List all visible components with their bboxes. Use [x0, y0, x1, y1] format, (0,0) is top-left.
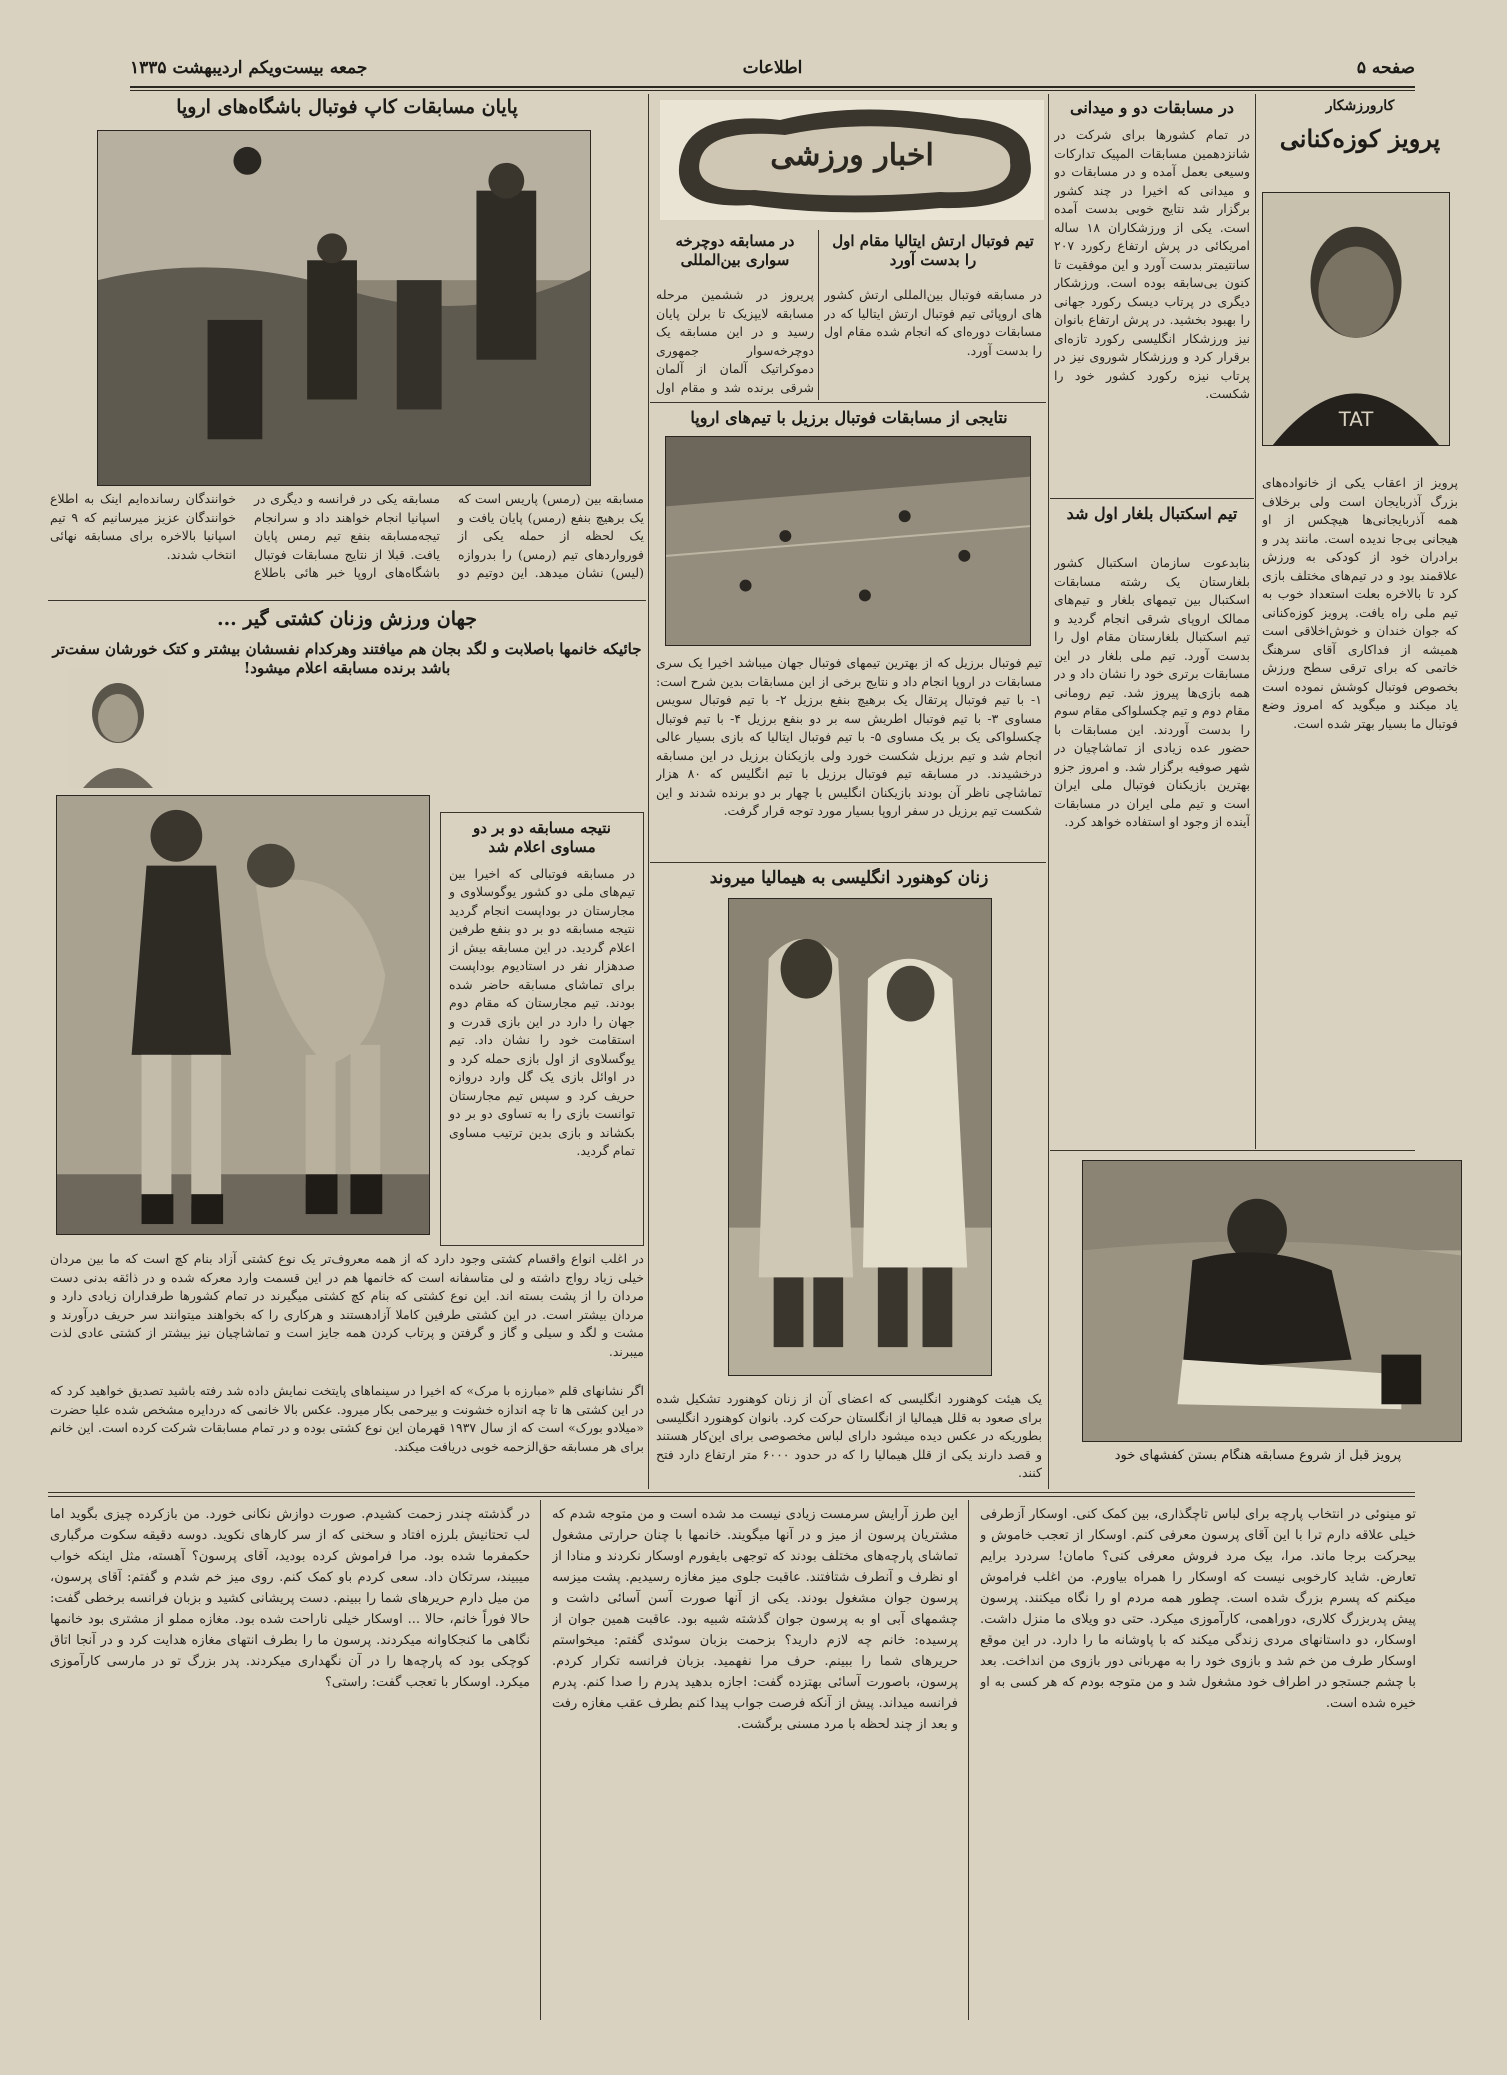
section-rule — [48, 600, 646, 601]
player-tying-shoes-photo — [1082, 1160, 1462, 1442]
header-rule-thin — [130, 90, 1415, 91]
section-rule — [48, 1496, 1415, 1497]
player-portrait-photo — [1262, 192, 1450, 446]
result-headline: نتیجه مسابقه دو بر دو مساوی اعلام شد — [473, 819, 611, 856]
wrestling-caption: اگر نشانهای قلم «مبارزه با مرک» که اخیرا در سینماهای پایتخت نمایش داده شد رفته باشید تصدیق خواهید کرد که در این کشتی ها تا چه اندازه خشونت و بیرحمی بکار میرود. عکس بالا خانمی که دردایره مشخص شده علیا حضرت «میلادو بورک» است که از سال ۱۹۳۷ قهرمان این نوع کشتی بوده و در تمام مسابقات شرکت کرده است. این خانم برای هر مسابقه حق‌الزحمه خوبی دریافت میکند. — [50, 1383, 644, 1454]
wrestling-headline: جهان ورزش وزنان کشتی گیر ... — [216, 608, 478, 630]
svg-text:TAT: TAT — [1338, 408, 1374, 432]
player-photo-caption: پرویز قبل از شروع مسابقه هنگام بستن کفشهای خود — [1114, 1448, 1402, 1463]
column-rule — [1255, 94, 1256, 1149]
army-football-body: در مسابقه فوتبال بین‌المللی ارتش کشور های اروپائی تیم فوتبال ارتش ایتالیا که در مسابقات دوره‌ای که انجام شده مقام اول را بدست آورد. — [824, 287, 1042, 358]
brazil-match-photo — [665, 436, 1031, 646]
story-column-2: این طرز آرایش سرمست زیادی نیست مد شده است و من متوجه شدم که مشتریان پرسون از میز و در آنها میگویند. خانمها با چنان حرارتی مشغول تماشای پارچه‌های مختلف بودند که توجهی بایفورم اوسکار نکردند و منادا از او نظرف و آنطرف شتافتند. عاقبت جلوی میز مغازه رسیدیم. پشت میزسه پرسون جوان مشغول بودند. یکی از آنها صورت آسن آسائی داشت و چشمهای آبی او به پرسون جوان گذشته شبیه بود. عاقبت همین جوان از پرسیده: خانم چه لازم دارید؟ بزحمت بزبان سوئدی گفتم: میخواستم حریرهای شما را ببینم. حرف مرا نفهمید. بزبان فرانسه تکرار کردم. پرسون، باصورت آسائی بهتزده گفت: اجازه بدهید پدرم را صدا کنم. پدرم فرانسه میداند. پیش از آنکه فرصت جواب پیدا کنم بطرف عقب مغازه رفت و بعد از چند لحظه با مرد مسنی برگشت. — [552, 1507, 958, 1732]
header-paper-name: اطلاعات — [742, 58, 803, 78]
profile-kicker: کارورزشکار — [1325, 98, 1395, 114]
logo-text: اخبار ورزشی — [770, 138, 934, 173]
story-column-1: تو مینوئی در انتخاب پارچه برای لباس تاچگذاری، بین کمک کنی. اوسکار آزطرفی خیلی علاقه دارم ترا با این آقای پرسون معرفی کنم. اوسکار از تعجب خاموش و بیحرکت برجا ماند. مرا، بیک مرد فروش معرفی کنی؟ مامان! سردرد برایم تعارض. شاید کارخوبی نیست که اوسکار را همراه بیاورم. من اغلب فراموش میکنم که پسرم بزرگ شده است. چطور همه مردم او را نگاه میکنند. پرسون پیش پدربزرگ کلاری، دوراهمی، کارآموزی میکرد. حتی دو ویلای ما منزل داشت. اوسکار، دو داستانهای مردی زندگی میکند که با پاوشانه ما را دارد. در این موقع اوسکار طرف من خم شد و بازوی خود را به مهربانی دور بازوی من انداخت. بعد با چشم جستجو در اطراف خود مشغول شد و من متوجه بودم که هر کسی به او خیره شده است. — [980, 1507, 1416, 1711]
header-date: جمعه بیست‌ویکم اردیبهشت ۱۳۳۵ — [130, 58, 368, 78]
section-rule — [650, 402, 1046, 403]
basketball-headline: تیم اسکتبال بلغار اول شد — [1066, 504, 1238, 523]
column-rule — [968, 1500, 969, 2020]
section-rule — [650, 862, 1046, 863]
women-climbers-photo — [728, 898, 992, 1376]
basketball-body: بنابدعوت سازمان اسکتبال کشور بلغارستان یک رشته مسابقات اسکتبال بین تیمهای بلغار و تیم‌های ممالک اروپای شرقی انجام گردید و تیم اسکتبال بلغارستان مقام اول را بدست آورد. تیم ملی بلغار در این مسابقات برتری خود را نشان داد و در همه بازی‌ها پیروز شد. تیم رومانی مقام دوم و تیم چکسلواکی مقام سوم را بدست آوردند. این مسابقات با حضور عده زیادی از تماشاچیان در شهر صوفیه برگزار شد. و امروز جزو بهترین بازیکنان فوتبال ملی ایران است و تیم ملی ایران در مسابقات آینده از وجود او استفاده خواهد کرد. — [1054, 555, 1250, 829]
column-rule — [1048, 94, 1049, 1489]
climbers-caption: یک هیئت کوهنورد انگلیسی که اعضای آن از زنان کوهنورد تشکیل شده برای صعود به قلل هیمالیا از انگلستان حرکت کرد. بانوان کوهنورد انگلیسی بطوریکه در عکس دیده میشود دارای لباس مخصوصی برای این‌کار هستند و قصد دارند یکی از قلل هیمالیا را که در حدود ۶۰۰۰ متر ارتفاع دارد فتح کنند. — [656, 1391, 1042, 1480]
army-football-headline: تیم فوتبال ارتش ایتالیا مقام اول را بدست آورد — [832, 232, 1034, 269]
brazil-headline: نتایجی از مسابقات فوتبال برزیل با تیم‌های اروپا — [690, 408, 1008, 427]
column-rule — [648, 94, 649, 1489]
column-rule — [818, 230, 819, 400]
brazil-body: تیم فوتبال برزیل که از بهترین تیمهای فوتبال جهان میباشد اخیرا یک سری مسابقات در اروپا انجام داد و نتایج برخی از این مسابقات بدین شرح است: ۱- با تیم فوتبال پرتقال یک برهیچ بنفع برزیل ۲- با تیم فوتبال سویس مساوی ۳- با تیم فوتبال اطریش سه بر دو بنفع برزیل ۴- با تیم فوتبال چکسلواکی یک بر یک مساوی ۵- با تیم فوتبال ایتالیا که بازی بسیار عالی انجام شد و تیم برزیل شکست خورد ولی بازیکنان برزیل در این مسابقه درخشیدند. در مسابقه تیم فوتبال برزیل با تیم انگلیس که ۸۰ هزار تماشاچی ناظر آن بودند بازیکنان انگلیس با چهار بر دو برنده شدند و این شکست تیم برزیل در سفر اروپا بسیار مورد توجه قرار گرفت. — [656, 655, 1042, 818]
header-page-number: صفحه ۵ — [1356, 58, 1415, 78]
result-body: در مسابقه فوتبالی که اخیرا بین تیم‌های ملی دو کشور یوگوسلاوی و مجارستان در بوداپست انجام گردید نتیجه مسابقه دو بر دو بنفع طرفین اعلام گردید. در این مسابقه بیش از صدهزار نفر در استادیوم بوداپست برای تماشای مسابقه حاضر شده بودند. تیم مجارستان که مقام دوم جهان را دارد در این بازی قدرت و استقامت خود را نشان داد. تیم یوگسلاوی از اول بازی حمله کرد و در اوائل بازی یک گل وارد دروازه حریف کرد و سپس تیم مجارستان توانست بازی را به تساوی دو بر دو بکشاند و بازی بدین ترتیب مساوی تمام گردید. — [449, 865, 635, 1158]
athletics-headline: در مسابقات دو و میدانی — [1070, 98, 1234, 117]
header-rule — [130, 86, 1415, 88]
women-wrestling-photo — [56, 795, 430, 1235]
section-rule — [1050, 1150, 1415, 1151]
europe-cup-headline: پایان مسابقات کاپ فوتبال باشگاه‌های اروپا — [176, 96, 518, 118]
column-rule — [540, 1500, 541, 2020]
sports-news-logo — [660, 100, 1044, 220]
wrestler-portrait-photo — [68, 668, 168, 788]
wrestling-subhead: جائیکه خانمها باصلابت و لگد بجان هم میافتند وهرکدام نفسشان بیشتر و کتک خورشان سفت‌تر باشد برنده مسابقه اعلام میشود! — [52, 640, 642, 677]
section-rule — [1050, 498, 1254, 499]
climbers-headline: زنان کوهنورد انگلیسی به هیمالیا میروند — [709, 868, 989, 888]
cycling-body: پریروز در ششمین مرحله مسابقه لایپزیک تا برلن پایان رسید و در این مسابقه یک دوچرخه‌سوار جمهوری دموکراتیک آلمان از آلمان شرقی برنده شد و مقام اول — [656, 287, 814, 395]
story-column-3: در گذشته چندر زحمت کشیدم. صورت دوازش نکانی خورد. من بازکرده چیزی بگوید اما لب تحتانیش بلرزه افتاد و سخنی که از سر کارهای نکوید. دوسه دقیقه سکوت مرگباری حکمفرما شده بود. مرا فراموش کرده بودید، آقای پرسون؟ آهسته، مثل اینکه خواب میبیند، سرتکان داد. سعی کردم باو کمک کنم. روی میز خم شدم و گفتم: آقای پرسون، من میل دارم حریرهای شما را ببینم. دست پریشانی کشید و بزبان فرانسه برخطی گفت: حالا فوراً خانم، حالا ... اوسکار خیلی ناراحت شده بود. مغازه مملو از مشتری بود خانمها نگاهی ما کنجکاوانه میکردند. پرسون ما را بطرف انتهای مغازه هدایت کرد و در آنجا اتاق کوچکی بود که پارچه‌ها را در آن نگهداری میکردند. پدر بزرگ تو در مارسی کارآموزی میکرد. اوسکار با تعجب گفت: راستی؟ — [50, 1507, 530, 1690]
wrestling-body: در اغلب انواع واقسام کشتی وجود دارد که از همه معروف‌تر یک نوع کشتی آزاد بنام کچ است که ما بین مردان خیلی زیاد رواج داشته و لی متاسفانه است که خانمها هم در این قسمت وارد معرکه شده و در ذائقه بدنی دست مردان را از پشت بسته اند. این نوع کشتی که بنام کچ کشتی میگیرند در تمام کشورها طرفداران زیادی دارد و مردان بیشتر است. در این کشتی طرفین کاملا آزادهستند و هرکاری را که بخواهند میتوانند سر حریف درآورند و مشت و لگد و سیلی و گاز و گرفتن و پرتاب کردن همه جایز است و تماشاچیان نیز بیشتر از کشتی عادی لذت میبرند. — [50, 1251, 644, 1359]
result-box — [440, 812, 644, 1246]
profile-headline: پرویز کوزه‌کنانی — [1279, 124, 1441, 153]
cycling-headline: در مسابقه دوچرخه سواری بین‌المللی — [675, 232, 795, 269]
profile-body: پرویز از اعقاب یکی از خانواده‌های بزرگ آذربایجان است ولی برخلاف همه آذربایجانی‌ها هیچکس از او هیجانی بی‌جا ندیده است. مانند پدر و برادران خود از کودکی به ورزش علاقمند بود و در تیم‌های مختلف بازی کرد تا بالاخره بعلت استعداد خوب به تیم ملی راه یافت. پرویز کوزه‌کنانی که جوان خندان و خوش‌اخلاقی است همیشه از فداکاری آقای سرهنگ خاتمی که برای ترقی سطح ورزش بخصوص فوتبال کوشش نموده است یاد میکند و میگوید که امروز وضع فوتبال ما بسیار بهتر شده است. — [1262, 475, 1458, 731]
page-header — [130, 54, 1415, 84]
section-rule — [48, 1492, 1415, 1493]
athletics-body: در تمام کشورها برای شرکت در شانزدهمین مسابقات المپیک تدارکات وسیعی بعمل آمده و در مسابقات دو و میدانی که اخیرا در چند کشور برگزار شد نتایج خوبی بدست آمده است. یکی از ورزشکاران ۱۸ ساله امریکائی در پرش ارتفاع رکورد ۲۰۷ سانتیمتر بدست آورد و این موفقیت تا کنون بی‌سابقه بوده است. ورزشکار دیگری در پرتاب دیسک رکورد جهانی را بهبود بخشید. در پرش ارتفاع بانوان نیز ورزشکار انگلیسی رکورد تازه‌ای برقرار کرد و ورزشکار شوروی نیز در پرتاب نیزه رکورد کشور خود را شکست. — [1054, 127, 1250, 401]
europe-cup-caption: مسابقه بین (رمس) پاریس است که یک برهیچ بنفع (رمس) پایان یافت و یک لحظه از حمله یکی از فوروارد‌های تیم (رمس) را بدروازه (لیس) نشان میدهد. این دوتیم دو مسابقه یکی در فرانسه و دیگری در اسپانیا انجام خواهند داد و سرانجام تیجه‌مسابقه بنفع تیم رمس پایان یافت. قبلا از نتایج مسابقات فوتبال باشگاه‌های اروپا خبر هائی باطلاع خوانندگان رسانده‌ایم اینک به اطلاع خوانندگان عزیز میرسانیم که ۹ تیم اسپانیا بالاخره برای مسابقه نهائی انتخاب شدند. — [50, 491, 644, 580]
football-match-photo — [97, 130, 591, 486]
